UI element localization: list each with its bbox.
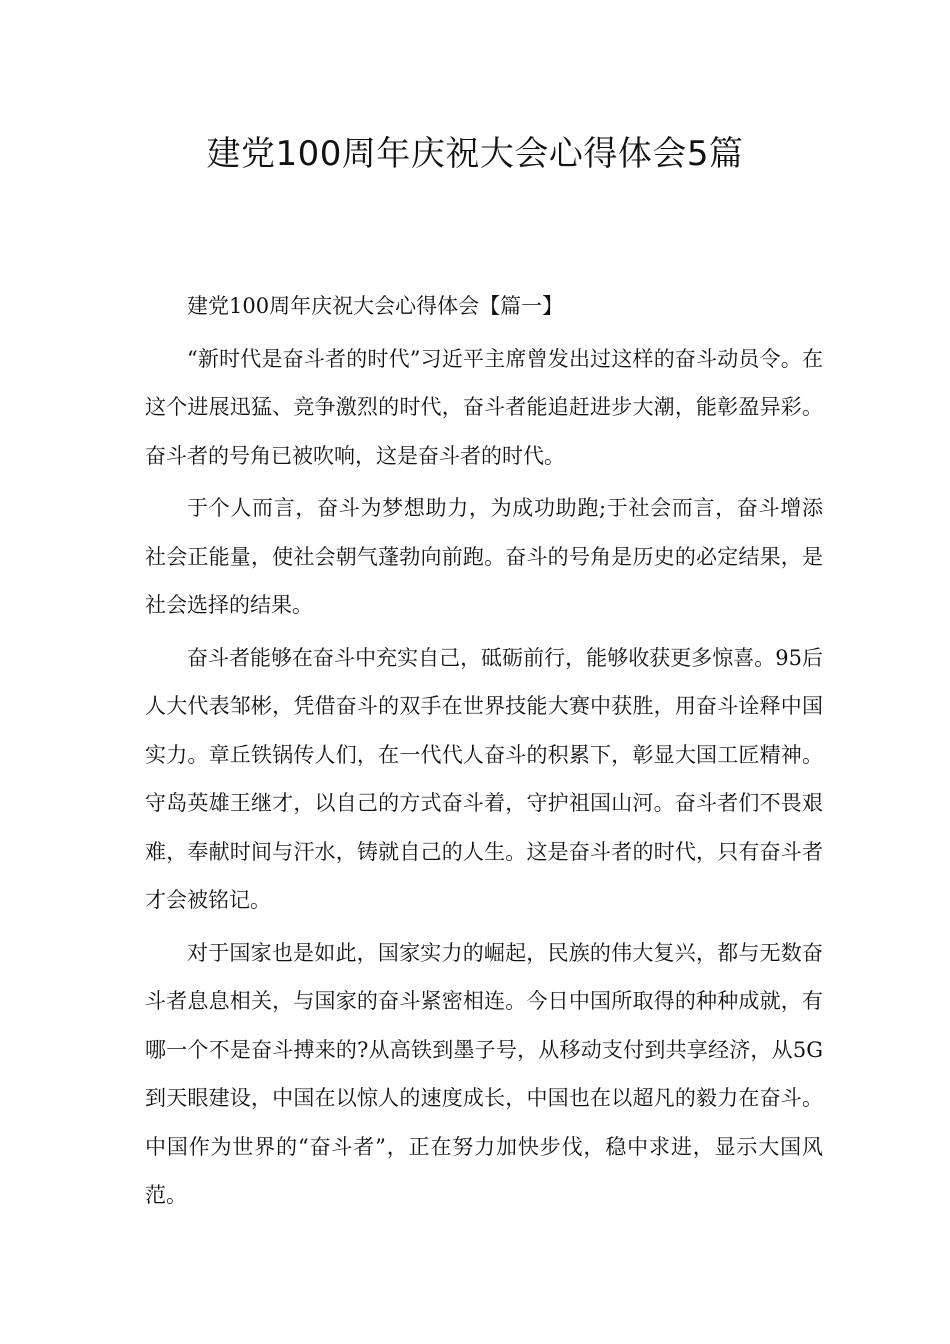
paragraph-1: “新时代是奋斗者的时代”习近平主席曾发出过这样的奋斗动员令。在这个进展迅猛、竞争激烈的时代，奋斗者能追赶进步大潮，能彰盈异彩。奋斗者的号角已被吹响，这是奋斗者的时代。 [145, 346, 823, 468]
document-title: 建党100周年庆祝大会心得体会5篇 [206, 134, 744, 174]
paragraph-4: 对于国家也是如此，国家实力的崛起，民族的伟大复兴，都与无数奋斗者息息相关，与国家的奋斗紧密相连。今日中国所取得的种种成就，有哪一个不是奋斗搏来的?从高铁到墨子号，从移动支付到共享经济，从5G到天眼建设，中国在以惊人的速度成长，中国也在以超凡的毅力在奋斗。中国作为世界的“奋斗者”，正在努力加快步伐，稳中求进，显示大国风范。 [145, 940, 823, 1207]
paragraph-3: 奋斗者能够在奋斗中充实自己，砥砺前行，能够收获更多惊喜。95后人大代表邹彬，凭借奋斗的双手在世界技能大赛中获胜，用奋斗诠释中国实力。章丘铁锅传人们，在一代代人奋斗的积累下，彰显大国工匠精神。守岛英雄王继才，以自己的方式奋斗着，守护祖国山河。奋斗者们不畏艰难，奉献时间与汗水，铸就自己的人生。这是奋斗者的时代，只有奋斗者才会被铭记。 [145, 645, 823, 912]
document-body [145, 282, 823, 1224]
section-heading: 建党100周年庆祝大会心得体会【篇一】 [187, 294, 564, 318]
paragraph-2: 于个人而言，奋斗为梦想助力，为成功助跑;于社会而言，奋斗增添社会正能量，使社会朝气蓬勃向前跑。奋斗的号角是历史的必定结果，是社会选择的结果。 [145, 496, 823, 617]
